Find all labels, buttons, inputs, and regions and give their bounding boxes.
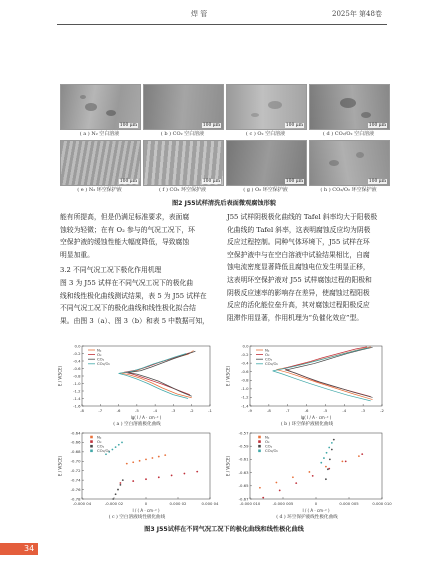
y-tick-label: -0.66 xyxy=(70,439,81,445)
legend-label: CO₂/O₂ xyxy=(265,361,278,367)
text-line: 明显加重。 xyxy=(60,250,94,259)
x-axis-label: I / ( A · cm⁻² ) xyxy=(302,508,330,513)
data-point xyxy=(120,482,122,484)
x-tick-label: 0.000 010 xyxy=(372,501,392,506)
y-tick-label: -0.76 xyxy=(70,486,81,492)
text-line: 空保护液的缓蚀性能大幅度降低，导致腐蚀 xyxy=(60,238,190,247)
legend-swatch xyxy=(90,440,93,443)
y-axis-label: E / V(SCE) xyxy=(57,365,63,387)
y-tick-label: -0.4 xyxy=(73,358,81,364)
y-tick-label: -0.4 xyxy=(241,360,249,366)
series-line xyxy=(276,347,372,400)
legend-label: CO₂/O₂ xyxy=(97,361,110,367)
legend-label: N₂ xyxy=(265,347,270,353)
micrograph-g-label: ( g ) O₂ 环空保护液 xyxy=(243,187,288,193)
legend-label: N₂ xyxy=(97,347,102,353)
legend-label: O₂ xyxy=(97,438,102,444)
data-point xyxy=(329,459,331,461)
legend-swatch xyxy=(258,450,261,453)
y-axis-label: E / V(SCE) xyxy=(225,455,231,477)
text-line: 空保护液中与在空白溶液中试验结果相比，自腐 xyxy=(227,250,370,259)
micrograph-a-label: ( a ) N₂ 空白溶液 xyxy=(79,131,120,137)
y-tick-label: -0.67 xyxy=(238,496,249,502)
data-point xyxy=(342,460,344,462)
x-tick-label: -1 xyxy=(208,408,212,413)
data-point xyxy=(331,442,333,444)
chart-b-annulus-polarization xyxy=(226,343,388,421)
data-point xyxy=(145,459,147,461)
legend-label: N₂ xyxy=(97,434,102,440)
micrograph-d xyxy=(309,84,390,130)
data-point xyxy=(132,461,134,463)
data-point xyxy=(132,480,134,482)
chart-a-blank-polarization xyxy=(58,343,216,421)
y-tick-label: -1.2 xyxy=(241,394,249,400)
body-right xyxy=(227,211,388,324)
data-point xyxy=(345,460,347,462)
x-tick-label: -9 xyxy=(248,408,252,413)
y-tick-label: -0.72 xyxy=(70,468,81,474)
micrograph-h-label: ( h ) CO₂/O₂ 环空保护液 xyxy=(320,187,377,193)
chart-d-caption: ( d ) 环空保护液线性极化曲线 xyxy=(276,515,338,520)
y-tick-label: -1.0 xyxy=(73,380,81,386)
data-point xyxy=(325,478,327,480)
data-point xyxy=(184,473,186,475)
y-tick-label: -0.63 xyxy=(238,469,249,475)
data-point xyxy=(152,457,154,459)
legend-label: O₂ xyxy=(97,351,102,357)
y-tick-label: -0.70 xyxy=(70,458,81,464)
x-tick-label: 0.000 005 xyxy=(339,501,359,506)
header-rule xyxy=(57,24,387,25)
x-tick-label: -2 xyxy=(189,408,194,413)
chart-c-blank-linear xyxy=(57,430,219,514)
micrograph-f xyxy=(143,140,224,186)
y-tick-label: 0.0 xyxy=(74,343,81,349)
micrograph-h xyxy=(309,140,390,186)
scale-bar: 100 μm xyxy=(368,179,386,184)
legend-swatch xyxy=(90,450,93,453)
x-tick-label: -8 xyxy=(266,408,271,413)
legend-label: CO₂ xyxy=(265,356,273,362)
x-axis-label: lg( I / A · cm⁻² ) xyxy=(300,415,332,420)
y-tick-label: -1.6 xyxy=(73,403,81,409)
chart-d-annulus-linear xyxy=(225,430,392,514)
micrograph-c xyxy=(226,84,307,130)
y-tick-label: -0.78 xyxy=(70,496,81,502)
legend-label: N₂ xyxy=(265,434,270,440)
data-point xyxy=(164,454,166,456)
y-tick-label: -1.4 xyxy=(241,403,249,409)
legend-label: CO₂ xyxy=(97,356,105,362)
micrograph-c-label: ( c ) O₂ 空白溶液 xyxy=(245,131,286,137)
legend-label: CO₂/O₂ xyxy=(97,448,110,454)
y-tick-label: -0.64 xyxy=(70,430,81,436)
y-axis-label: E / V(SCE) xyxy=(57,455,63,477)
data-point xyxy=(115,446,117,448)
legend-label: CO₂ xyxy=(265,443,273,449)
micrograph-f-label: ( f ) CO₂ 环空保护液 xyxy=(158,187,207,193)
data-point xyxy=(328,447,330,449)
data-point xyxy=(312,475,314,477)
legend-label: CO₂ xyxy=(97,443,105,449)
y-tick-label: -0.65 xyxy=(238,483,249,489)
data-point xyxy=(259,487,261,489)
series-line xyxy=(119,354,188,399)
chart-b-caption: ( b ) 环空保护液极化曲线 xyxy=(280,422,334,427)
text-line: 蚀电流密度显著降低且腐蚀电位发生明显正移， xyxy=(227,263,370,272)
data-point xyxy=(120,484,122,486)
text-line: 化曲线的 Tafel 斜率，这表明腐蚀反应均为阴极 xyxy=(227,225,371,234)
data-point xyxy=(333,439,335,441)
data-point xyxy=(325,466,327,468)
data-point xyxy=(358,455,360,457)
micrograph-b xyxy=(143,84,224,130)
chart-a-caption: ( a ) 空白溶液极化曲线 xyxy=(113,422,161,427)
scale-bar: 100 μm xyxy=(285,179,303,184)
data-point xyxy=(292,476,294,478)
text-line: 反应的活化能位垒升高，其对腐蚀过程阳极反应 xyxy=(227,301,370,310)
micrograph-e-label: ( e ) N₂ 环空保护液 xyxy=(77,187,122,193)
plot-frame xyxy=(250,346,382,406)
data-point xyxy=(309,471,311,473)
data-point xyxy=(145,478,147,480)
x-tick-label: 0.000 04 xyxy=(201,501,219,506)
x-tick-label: -5 xyxy=(323,408,328,413)
text-line: 反应过程控制。同种气体环境下，J55 试样在环 xyxy=(227,238,370,247)
micrograph-a xyxy=(60,84,141,130)
x-tick-label: -7 xyxy=(98,408,103,413)
text-line: 能有所提高，但是仍满足标准要求，表面腐 xyxy=(60,213,190,221)
text-line: 线和线性极化曲线测试结果，表 5 为 J55 试样在 xyxy=(60,291,207,300)
series-line xyxy=(120,351,193,398)
y-tick-label: -0.61 xyxy=(238,456,249,462)
y-tick-label: -1.0 xyxy=(241,386,249,392)
legend-swatch xyxy=(90,445,93,448)
data-point xyxy=(112,449,114,451)
data-point xyxy=(112,498,114,500)
data-point xyxy=(121,442,123,444)
y-tick-label: 0.0 xyxy=(242,343,249,349)
legend-label: O₂ xyxy=(265,351,270,357)
figure-3-caption: 图3 J55试样在不同气况工况下的极化曲线和线性极化曲线 xyxy=(144,526,304,533)
data-point xyxy=(276,482,278,484)
text-line: 不同气况工况下的极化曲线和线性极化拟合结 xyxy=(60,304,196,313)
x-tick-label: -7 xyxy=(285,408,290,413)
chart-c-caption: ( c ) 空白溶液线性极化曲线 xyxy=(108,515,166,520)
text-line: 蚀较为轻微；在有 O₂ 参与的气况工况下，环 xyxy=(60,225,195,234)
left-paragraph-1 xyxy=(60,211,218,261)
data-point xyxy=(196,471,198,473)
data-point xyxy=(326,452,328,454)
data-point xyxy=(158,476,160,478)
data-point xyxy=(139,460,141,462)
micrograph-g xyxy=(226,140,307,186)
x-tick-label: -3 xyxy=(361,408,366,413)
issue-info: 2025年 第48卷 xyxy=(332,10,382,18)
y-tick-label: -0.6 xyxy=(241,369,249,375)
data-point xyxy=(105,453,107,455)
section-heading: 3.2 不同气况工况下极化作用机理 xyxy=(60,266,162,274)
data-point xyxy=(171,475,173,477)
text-line: 图 3 为 J55 试样在不同气况工况下的极化曲 xyxy=(60,279,194,287)
data-point xyxy=(320,462,322,464)
x-tick-label: -5 xyxy=(134,408,139,413)
page-number: 34 xyxy=(24,544,35,553)
x-tick-label: -0.000 04 xyxy=(72,501,92,506)
text-line: J55 试样阴极极化曲线的 Tafel 斜率均大于阳极极 xyxy=(227,213,378,221)
left-paragraph-2 xyxy=(60,277,218,327)
y-tick-label: -0.68 xyxy=(70,449,81,455)
x-tick-label: -4 xyxy=(342,408,347,413)
scale-bar: 100 μm xyxy=(119,123,137,128)
y-tick-label: -0.8 xyxy=(73,373,81,379)
x-tick-label: -0.000 010 xyxy=(239,501,261,506)
scale-bar: 100 μm xyxy=(202,179,220,184)
y-axis-label: E / V(SCE) xyxy=(225,365,231,387)
x-tick-label: 0.000 02 xyxy=(169,501,187,506)
data-point xyxy=(126,463,128,465)
data-point xyxy=(158,456,160,458)
legend-swatch xyxy=(258,436,261,439)
y-tick-label: -0.8 xyxy=(241,377,249,383)
x-axis-label: I / ( A · cm⁻² ) xyxy=(132,508,160,513)
text-line: 阻滞作用显著，作用机理为“负催化效应”型。 xyxy=(227,313,364,322)
data-point xyxy=(361,453,363,455)
journal-name: 焊 管 xyxy=(191,10,208,18)
y-tick-label: -0.74 xyxy=(70,477,81,483)
y-tick-label: -0.59 xyxy=(238,443,249,449)
y-tick-label: -1.4 xyxy=(73,395,81,401)
data-point xyxy=(295,482,297,484)
x-tick-label: -6 xyxy=(116,408,121,413)
text-line: 阴极反应速率的影响存在差异，使腐蚀过程阳极 xyxy=(227,288,370,297)
x-tick-label: -0.000 02 xyxy=(104,501,124,506)
data-point xyxy=(327,468,329,470)
micrograph-e xyxy=(60,140,141,186)
x-tick-label: -0.000 005 xyxy=(272,501,294,506)
scale-bar: 100 μm xyxy=(368,123,386,128)
data-point xyxy=(118,444,120,446)
data-point xyxy=(262,497,264,499)
y-tick-label: -0.57 xyxy=(238,430,249,436)
y-tick-label: -0.6 xyxy=(73,365,81,371)
data-point xyxy=(122,479,124,481)
scale-bar: 100 μm xyxy=(202,123,220,128)
scale-bar: 100 μm xyxy=(285,123,303,128)
data-point xyxy=(323,457,325,459)
data-point xyxy=(115,493,117,495)
x-tick-label: -3 xyxy=(171,408,176,413)
text-line: 果。由图 3（a）、图 3（b）和表 5 中数据可知， xyxy=(60,316,209,325)
data-point xyxy=(279,490,281,492)
x-tick-label: -2 xyxy=(380,408,384,413)
x-tick-label: -8 xyxy=(80,408,84,413)
micrograph-b-label: ( b ) CO₂ 空白溶液 xyxy=(160,131,205,137)
legend-swatch xyxy=(258,440,261,443)
x-tick-label: 0 xyxy=(144,501,148,506)
x-tick-label: 0 xyxy=(314,501,318,506)
micrograph-d-label: ( d ) CO₂/O₂ 空白溶液 xyxy=(322,131,375,137)
y-tick-label: -0.2 xyxy=(241,351,249,357)
legend-swatch xyxy=(258,445,261,448)
legend-label: O₂ xyxy=(265,438,270,444)
scale-bar: 100 μm xyxy=(119,179,137,184)
data-point xyxy=(117,489,119,491)
figure-2-caption: 图2 J55试样清洗后表面微观腐蚀形貌 xyxy=(172,200,276,207)
x-tick-label: -6 xyxy=(304,408,309,413)
y-tick-label: -0.2 xyxy=(73,350,81,356)
x-axis-label: lg( I / A · cm⁻² ) xyxy=(130,415,162,420)
data-point xyxy=(331,449,333,451)
text-line: 这表明环空保护液对 J55 试样腐蚀过程的阳极和 xyxy=(227,275,372,284)
x-tick-label: -4 xyxy=(153,408,158,413)
legend-swatch xyxy=(90,436,93,439)
y-tick-label: -1.2 xyxy=(73,388,81,394)
legend-label: CO₂/O₂ xyxy=(265,448,278,454)
